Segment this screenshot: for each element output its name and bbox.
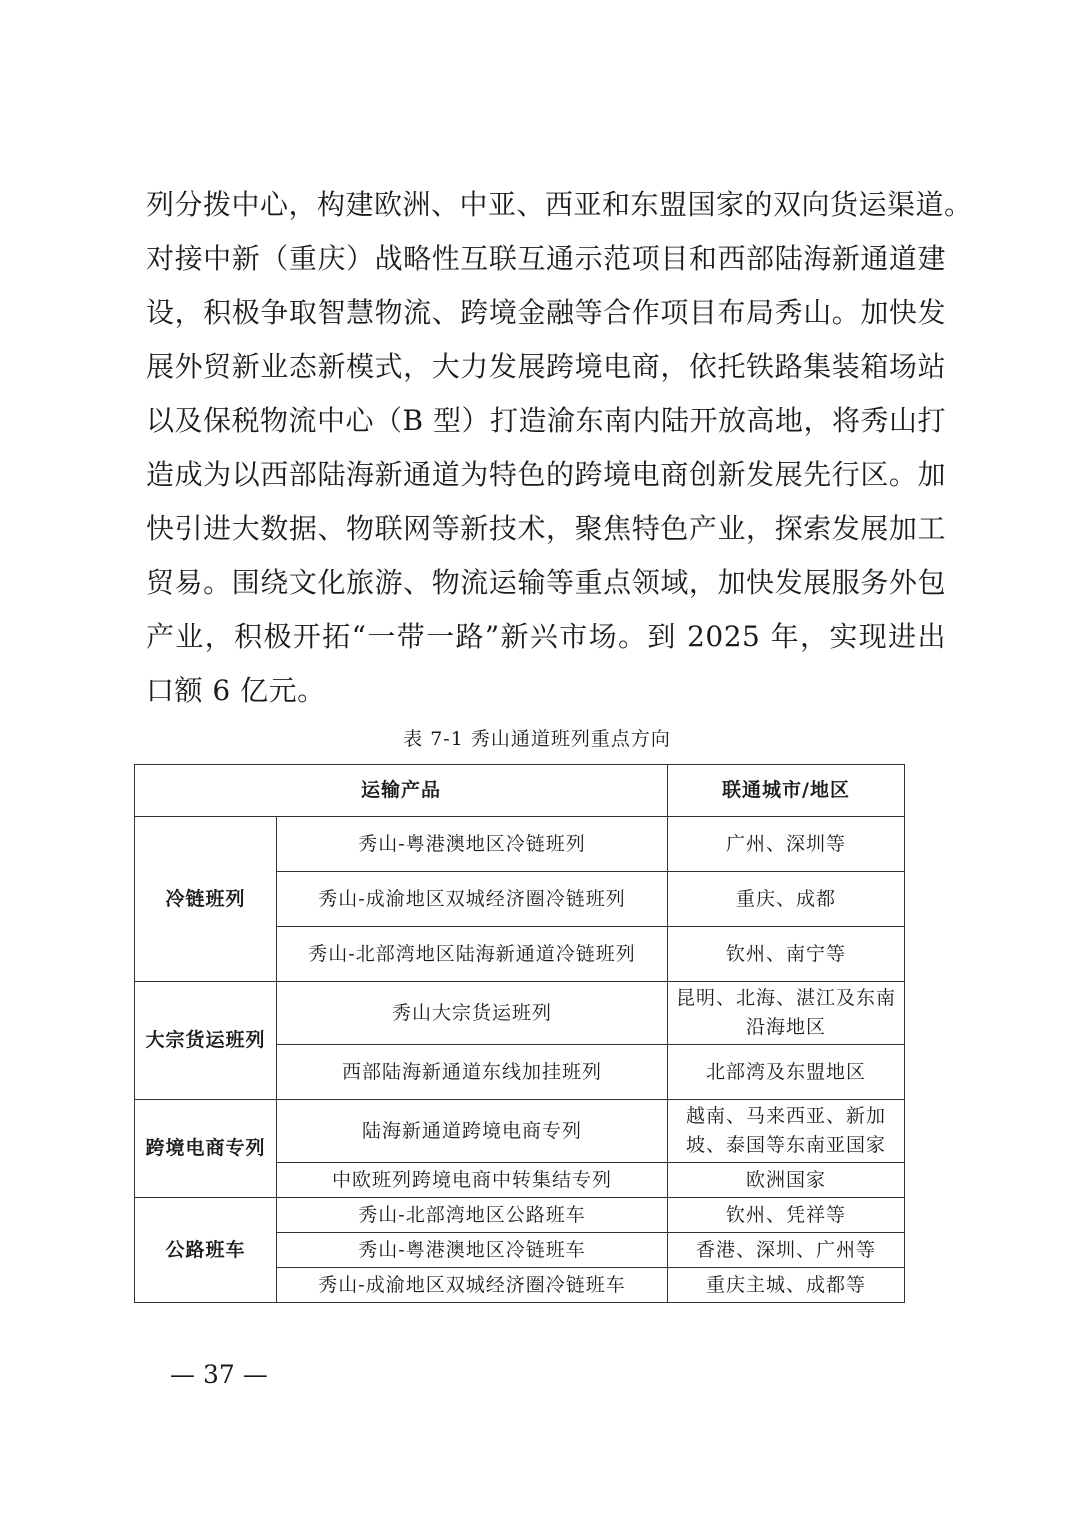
product-cell: 秀山-粤港澳地区冷链班车 xyxy=(277,1233,668,1268)
body-line: 造成为以西部陆海新通道为特色的跨境电商创新发展先行区。加 xyxy=(146,458,946,491)
product-cell: 秀山-粤港澳地区冷链班列 xyxy=(277,817,668,872)
table-header-row xyxy=(135,765,905,817)
table-row xyxy=(135,817,905,872)
cities-cell: 钦州、凭祥等 xyxy=(668,1198,905,1233)
product-cell: 中欧班列跨境电商中转集结专列 xyxy=(277,1163,668,1198)
category-cell: 跨境电商专列 xyxy=(135,1100,277,1198)
cities-cell: 北部湾及东盟地区 xyxy=(668,1045,905,1100)
cities-cell: 越南、马来西亚、新加坡、泰国等东南亚国家 xyxy=(668,1100,905,1163)
header-cities: 联通城市/地区 xyxy=(668,765,905,817)
cities-cell: 欧洲国家 xyxy=(668,1163,905,1198)
product-cell: 陆海新通道跨境电商专列 xyxy=(277,1100,668,1163)
body-line: 口额 6 亿元。 xyxy=(146,674,326,707)
cities-cell: 香港、深圳、广州等 xyxy=(668,1233,905,1268)
table-row xyxy=(135,982,905,1045)
table-row xyxy=(135,1100,905,1163)
table-caption: 表 7-1 秀山通道班列重点方向 xyxy=(403,728,671,750)
body-line: 设，积极争取智慧物流、跨境金融等合作项目布局秀山。加快发 xyxy=(146,296,946,329)
category-cell: 公路班车 xyxy=(135,1198,277,1303)
body-line: 产业，积极开拓“一带一路”新兴市场。到 2025 年，实现进出 xyxy=(146,620,946,653)
body-line: 快引进大数据、物联网等新技术，聚焦特色产业，探索发展加工 xyxy=(146,512,946,545)
product-cell: 秀山-成渝地区双城经济圈冷链班列 xyxy=(277,872,668,927)
product-cell: 秀山-北部湾地区公路班车 xyxy=(277,1198,668,1233)
table-row xyxy=(135,1198,905,1233)
route-table xyxy=(134,764,905,1303)
product-cell: 秀山-成渝地区双城经济圈冷链班车 xyxy=(277,1268,668,1303)
product-cell: 秀山-北部湾地区陆海新通道冷链班列 xyxy=(277,927,668,982)
cities-cell: 广州、深圳等 xyxy=(668,817,905,872)
cities-cell: 重庆、成都 xyxy=(668,872,905,927)
product-cell: 西部陆海新通道东线加挂班列 xyxy=(277,1045,668,1100)
body-line: 贸易。围绕文化旅游、物流运输等重点领域，加快发展服务外包 xyxy=(146,566,946,599)
header-product: 运输产品 xyxy=(135,765,668,817)
body-line: 展外贸新业态新模式，大力发展跨境电商，依托铁路集装箱场站 xyxy=(146,350,946,383)
body-line: 对接中新（重庆）战略性互联互通示范项目和西部陆海新通道建 xyxy=(146,242,946,275)
cities-cell: 昆明、北海、湛江及东南沿海地区 xyxy=(668,982,905,1045)
cities-cell: 重庆主城、成都等 xyxy=(668,1268,905,1303)
body-line: 以及保税物流中心（B 型）打造渝东南内陆开放高地，将秀山打 xyxy=(146,404,946,437)
body-paragraph xyxy=(146,178,973,718)
cities-cell: 钦州、南宁等 xyxy=(668,927,905,982)
category-cell: 冷链班列 xyxy=(135,817,277,982)
category-cell: 大宗货运班列 xyxy=(135,982,277,1100)
body-line: 列分拨中心，构建欧洲、中亚、西亚和东盟国家的双向货运渠道。 xyxy=(146,188,973,221)
product-cell: 秀山大宗货运班列 xyxy=(277,982,668,1045)
page-number: — 37 — xyxy=(170,1360,268,1389)
